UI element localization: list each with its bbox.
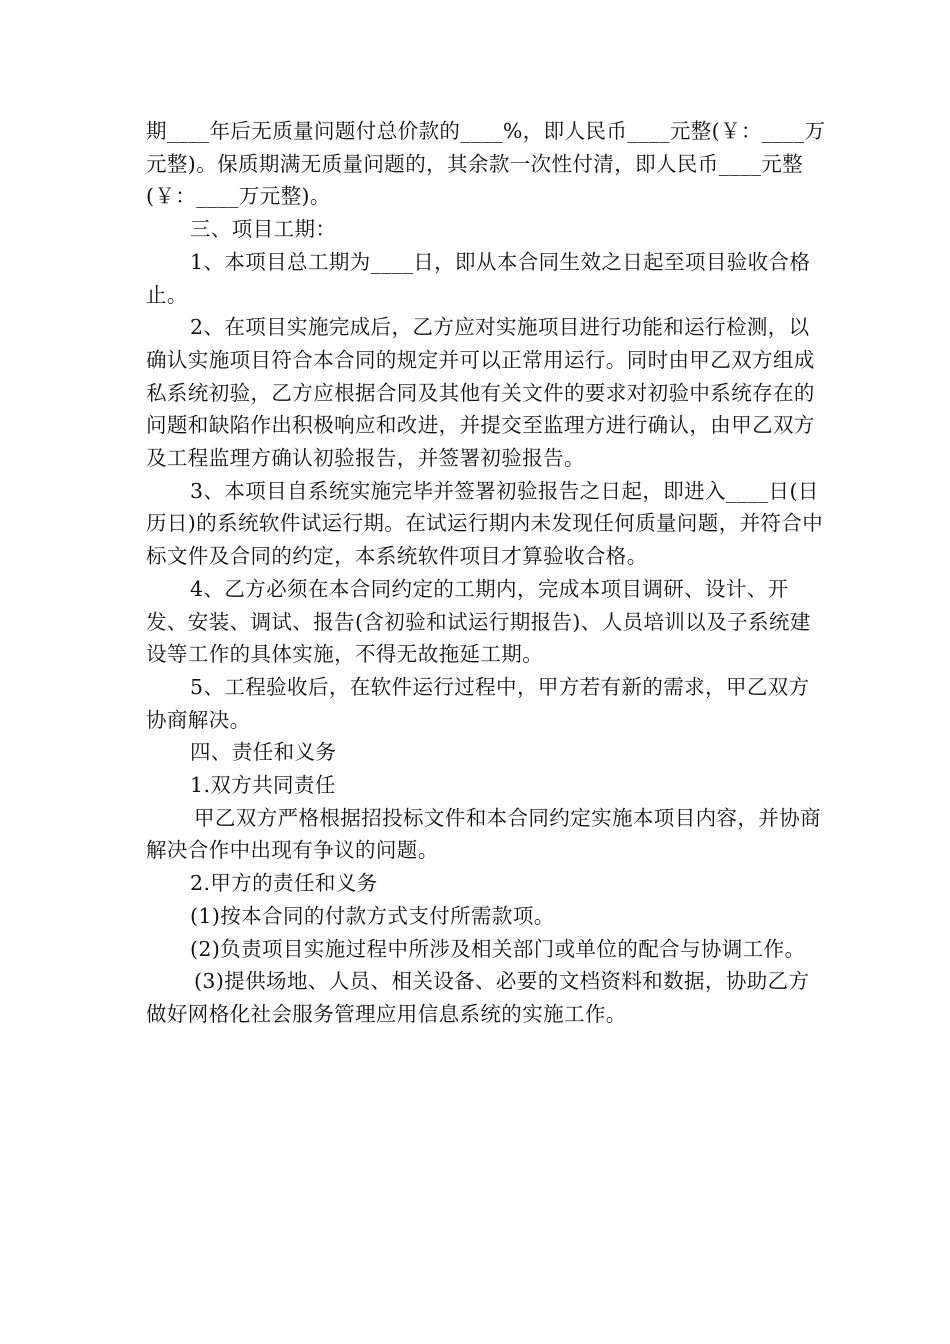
paragraph-schedule-1: 1、本项目总工期为____日，即从本合同生效之日起至项目验收合格止。 [146, 249, 811, 307]
heading-project-schedule: 三、项目工期： [190, 217, 337, 242]
paragraph-schedule-5: 5、工程验收后，在软件运行过程中，甲方若有新的需求，甲乙双方协商解决。 [146, 674, 810, 732]
paragraph-party-a-duty-2: (2)负责项目实施过程中所涉及相关部门或单位的配合与协调工作。 [190, 936, 806, 961]
heading-responsibilities: 四、责任和义务 [190, 740, 337, 765]
subheading-party-a-duties: 2.甲方的责任和义务 [190, 871, 378, 896]
document-body [146, 115, 826, 1031]
paragraph-payment-continued: 期____年后无质量问题付总价款的____%，即人民币____元整(￥：____万元整)。保质期满无质量问题的，其余款一次性付清，即人民币____元整(￥：____万元整)。 [146, 119, 826, 209]
paragraph-schedule-3: 3、本项目自系统实施完毕并签署初验报告之日起，即进入____日(日历日)的系统软件试运行期。在试运行期内未发现任何质量问题，并符合中标文件及合同的约定，本系统软件项目才算验收合格。 [146, 478, 824, 569]
subheading-joint-responsibility: 1.双方共同责任 [190, 773, 336, 798]
paragraph-schedule-4: 4、乙方必须在本合同约定的工期内，完成本项目调研、设计、开发、安装、调试、报告(含初验和试运行期报告)、人员培训以及子系统建设等工作的具体实施，不得无故拖延工期。 [146, 576, 811, 667]
paragraph-party-a-duty-3: (3)提供场地、人员、相关设备、必要的文档资料和数据，协助乙方做好网格化社会服务管理应用信息系统的实施工作。 [146, 969, 810, 1026]
paragraph-schedule-2: 2、在项目实施完成后，乙方应对实施项目进行功能和运行检测，以确认实施项目符合本合同的规定并可以正常用运行。同时由甲乙双方组成私系统初验，乙方应根据合同及其他有关文件的要求对初验中系统存在的问题和缺陷作出积极响应和改进，并提交至监理方进行确认，由甲乙双方及工程监理方确认初验报告，并签署初验报告。 [146, 315, 815, 471]
paragraph-party-a-duty-1: (1)按本合同的付款方式支付所需款项。 [190, 903, 555, 928]
paragraph-joint-responsibility: 甲乙双方严格根据招投标文件和本合同约定实施本项目内容，并协商解决合作中出现有争议的问题。 [146, 805, 821, 863]
